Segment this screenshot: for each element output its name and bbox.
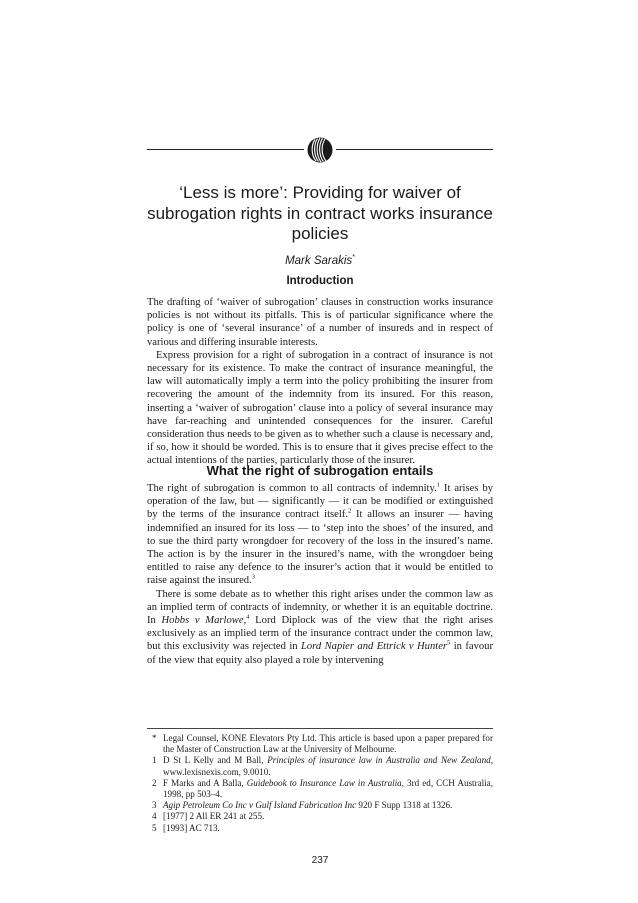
footnote-text: 920 F Supp 1318 at 1326. <box>356 800 453 811</box>
footnote-mark: 1 <box>152 755 157 766</box>
text-run: Lord Diplock was of the view that the right arises exclusively as an implied term of the insurance contract under the common law, but this exclusivity was rejected in <box>147 615 493 653</box>
article-title: ‘Less is more’: Providing for waiver of subrogation rights in contract works insurance policies <box>147 183 493 243</box>
masthead-rule-left <box>147 149 304 150</box>
footnote <box>147 811 493 822</box>
footnote-mark: 5 <box>152 822 157 833</box>
paragraph <box>147 588 493 667</box>
footnote-mark: 3 <box>152 800 157 811</box>
publisher-logo-icon <box>307 136 333 164</box>
text-run: There is some debate as to whether this right arises under the common law as an implied term of contracts of indemnity, or whether it is an equitable doctrine. In <box>147 588 493 627</box>
author-name: Mark Sarakis <box>285 254 353 267</box>
section-heading-introduction: Introduction <box>286 275 354 287</box>
footnote <box>147 755 493 777</box>
case-citation: Hobbs v Marlowe <box>161 615 244 627</box>
footnote-text: , www.lexisnexis.com, 9.0010. <box>163 755 493 777</box>
masthead-rule-right <box>336 149 493 150</box>
footnotes-list <box>147 733 493 834</box>
footnote <box>147 823 493 834</box>
paragraph: Express provision for a right of subrogation in a contract of insurance is not necessary for its existence. To make the contract of insurance meaningful, the law will automatically imply a term into the policy prohibiting the insurer from recovering the amount of the indemnity from its insured. For this reason, inserting a ‘waiver of subrogation’ clause into a policy of several insurance may have far-reaching and unintended consequences for the insurer. Careful consideration thus needs to be given as to whether such a clause is necessary and, if so, how it should be worded. This is to ensure that it gives precise effect to the actual intentions of the parties, particularly those of the insurer. <box>147 349 493 467</box>
footnote-mark: * <box>152 733 157 743</box>
paragraph: The drafting of ‘waiver of subrogation’ clauses in construction works insurance policies is not without its pitfalls. This is of particular significance where the policy is one of ‘several insurance’ of a number of insureds and in respect of various and differing insurable interests. <box>147 297 493 348</box>
section-heading-subrogation: What the right of subrogation entails <box>206 463 434 478</box>
masthead <box>147 136 493 164</box>
footnote-ref: 3 <box>251 573 255 581</box>
footnote <box>147 800 493 811</box>
author-footnote-mark: * <box>352 254 355 261</box>
footnote-text: , 3rd ed, CCH Australia, 1998, pp 503–4. <box>163 777 493 800</box>
introduction-body <box>147 296 493 468</box>
footnote <box>147 778 493 800</box>
subrogation-body <box>147 482 493 667</box>
footnote <box>147 733 493 755</box>
footnote-text: F Marks and A Balla, <box>163 777 247 788</box>
footnote-ref: 4 <box>246 613 250 621</box>
journal-page <box>147 0 493 903</box>
text-run: It allows an insurer — having indemnified an insured for its loss — to ‘step into the shoes’ of the insured, and to sue the third party wrongdoer for recovery of the loss in the insured’s name. The action is by the insurer in the insured’s name, with the wrongdoer being entitled to raise any defence to the insurer’s action that it would be entitled to raise against the insured. <box>147 509 493 587</box>
footnote-text: Legal Counsel, KONE Elevators Pty Ltd. This article is based upon a paper prepared for the Master of Construction Law at the University of Melbourne. <box>163 733 493 755</box>
footnote-mark: 2 <box>152 777 157 788</box>
footnote-text: [1993] AC 713. <box>163 822 220 833</box>
footnote-text: D St L Kelly and M Ball, <box>163 755 268 766</box>
page-number: 237 <box>311 855 329 866</box>
text-run: in favour of the view that equity also played a role by intervening <box>147 641 493 666</box>
footnote-ref: 1 <box>436 481 440 489</box>
text-run: The right of subrogation is common to all contracts of indemnity. <box>147 483 437 494</box>
footnote-title: Principles of insurance law in Australia and New Zealand <box>267 755 491 766</box>
case-citation: Lord Napier and Ettrick v Hunter <box>300 641 448 653</box>
footnote-divider <box>147 728 493 729</box>
paragraph <box>147 482 493 588</box>
footnote-mark: 4 <box>152 811 157 822</box>
text-run: , <box>243 615 247 627</box>
footnote-text: [1977] 2 All ER 241 at 255. <box>163 811 265 822</box>
footnote-ref: 5 <box>447 639 451 647</box>
author-line <box>147 254 493 267</box>
footnote-ref: 2 <box>347 507 352 515</box>
text-run: It arises by operation of the law, but — significantly — it can be modified or extinguished by the terms of the insurance contract itself. <box>147 483 493 521</box>
footnote-title: Guidebook to Insurance Law in Australia <box>246 777 402 788</box>
footnote-title: Agip Petroleum Co Inc v Gulf Island Fabrication Inc <box>163 800 357 811</box>
